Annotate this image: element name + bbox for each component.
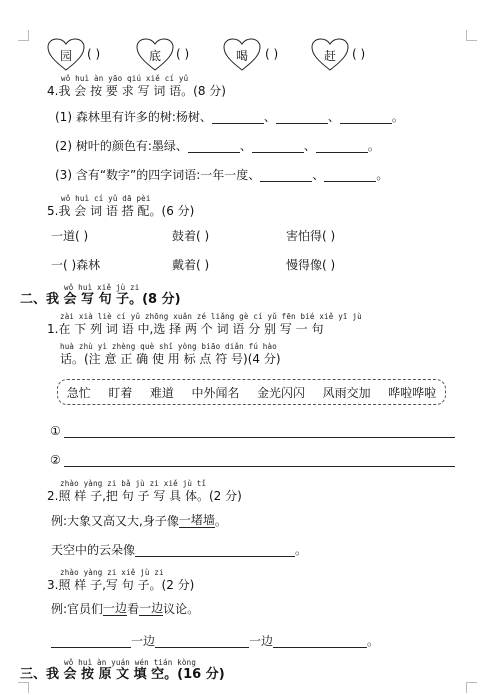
word-choice-box	[57, 379, 446, 405]
word-choice: 中外闻名	[191, 385, 240, 400]
answer-blank[interactable]	[324, 170, 376, 182]
word-choice: 盯着	[108, 385, 133, 400]
sec3-title: 三、我 会 按 原 文 填 空。(16 分)	[20, 667, 225, 682]
sec2-title: 二、我 会 写 句 子。(8 分)	[20, 292, 181, 307]
answer-blank[interactable]	[316, 141, 368, 153]
s1-pinyin-1: zài xià liè cí yǔ zhōng xuǎn zé liǎng gè cí yǔ fēn bié xiě yī jù	[60, 312, 362, 321]
s3-title: 3.照 样 子,写 句 子。(2 分)	[47, 578, 195, 592]
q5-item-a2[interactable]: 鼓着( )	[172, 229, 210, 243]
s3-task: 一边 一边 。	[51, 634, 379, 648]
answer-line-1[interactable]	[64, 437, 455, 438]
answer-blank[interactable]	[340, 112, 392, 124]
s2-example: 例:大象又高又大,身子像 一堵墙 。	[51, 513, 227, 528]
q4-line-2: (2) 树叶的颜色有:墨绿、 、 、 。	[55, 139, 380, 153]
q5-item-b3[interactable]: 慢得像( )	[286, 258, 336, 272]
heart-answer-1[interactable]: ( )	[87, 47, 101, 61]
s3-pinyin: zhào yàng zi xiě jù zi	[60, 568, 164, 577]
q5-item-b2[interactable]: 戴着( )	[172, 258, 210, 272]
heart-char-2	[136, 38, 174, 72]
s1-line-2: 话。(注 意 正 确 使 用 标 点 符 号)(4 分)	[60, 352, 281, 366]
s2-task: 天空中的云朵像 。	[51, 543, 308, 557]
sec2-pinyin: wǒ huì xiě jù zi	[64, 283, 140, 292]
q4-title: 4.我 会 按 要 求 写 词 语。(8 分)	[47, 84, 226, 98]
heart-answer-3[interactable]: ( )	[265, 47, 279, 61]
answer-number-2: ②	[50, 453, 61, 467]
q5-item-b1[interactable]: 一( )森林	[51, 258, 101, 272]
answer-blank[interactable]	[273, 636, 367, 648]
answer-blank[interactable]	[188, 141, 240, 153]
heart-char-text: 喝	[235, 49, 248, 63]
answer-blank[interactable]	[155, 636, 249, 648]
s1-line-1: 1.在 下 列 词 语 中,选 择 两 个 词 语 分 别 写 一 句	[47, 322, 324, 336]
word-choice: 急忙	[66, 385, 91, 400]
answer-blank[interactable]	[51, 636, 131, 648]
q5-item-a3[interactable]: 害怕得( )	[286, 229, 336, 243]
heart-char-3	[223, 38, 261, 72]
answer-blank[interactable]	[252, 141, 304, 153]
answer-number-1: ①	[50, 424, 61, 438]
word-choice: 哗啦哗啦	[388, 385, 437, 400]
answer-blank[interactable]	[276, 112, 328, 124]
q4-line-3: (3) 含有“数字”的四字词语:一年一度、 、 。	[55, 168, 389, 182]
heart-char-1	[47, 38, 85, 72]
sec3-pinyin: wǒ huì àn yuán wén tián kòng	[64, 658, 197, 667]
answer-blank[interactable]	[260, 170, 312, 182]
word-choice: 难道	[149, 385, 174, 400]
answer-blank[interactable]	[212, 112, 264, 124]
heart-char-4	[311, 38, 349, 72]
s3-example: 例:官员们 一边 看 一边 议论。	[51, 601, 200, 616]
q5-pinyin: wǒ huì cí yǔ dā pèi	[61, 194, 151, 203]
word-choice: 金光闪闪	[257, 385, 306, 400]
s2-title: 2.照 样 子,把 句 子 写 具 体。(2 分)	[47, 489, 242, 503]
crop-mark-bottom-left	[18, 682, 29, 693]
q5-item-a1[interactable]: 一道( )	[51, 229, 89, 243]
word-choice: 风雨交加	[322, 385, 371, 400]
s2-pinyin: zhào yàng zi bǎ jù zi xiě jù tǐ	[60, 479, 207, 488]
crop-mark-top-left	[18, 30, 29, 41]
crop-mark-top-right	[466, 30, 477, 41]
q4-line-1: (1) 森林里有许多的树:杨树、 、 、 。	[55, 110, 404, 124]
s1-pinyin-2: huà zhù yì zhèng què shǐ yòng biāo diǎn fú hào	[60, 342, 277, 351]
answer-blank[interactable]	[135, 545, 295, 557]
q4-pinyin: wǒ huì àn yāo qiú xiě cí yǔ	[61, 74, 189, 83]
heart-char-text: 园	[59, 49, 72, 63]
answer-line-2[interactable]	[64, 466, 455, 467]
heart-answer-2[interactable]: ( )	[176, 47, 190, 61]
heart-answer-4[interactable]: ( )	[352, 47, 366, 61]
q5-title: 5.我 会 词 语 搭 配。(6 分)	[47, 204, 195, 218]
heart-char-text: 底	[148, 49, 161, 63]
crop-mark-bottom-right	[466, 682, 477, 693]
heart-char-text: 赶	[323, 49, 336, 63]
